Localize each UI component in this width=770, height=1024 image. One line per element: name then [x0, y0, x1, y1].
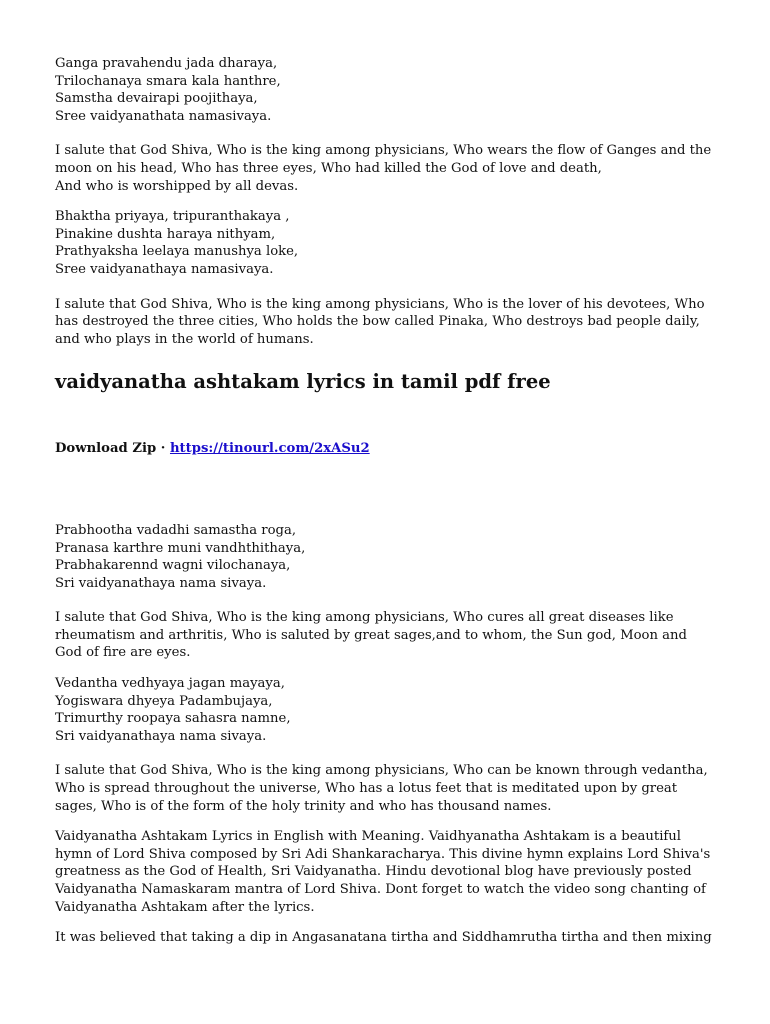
stanza-line: Vedantha vedhyaya jagan mayaya, — [55, 676, 285, 692]
document-page — [55, 55, 715, 947]
stanza-line: Prabhakarennd wagni vilochanaya, — [55, 558, 291, 574]
stanza-3 — [55, 522, 715, 592]
stanza-line: Samstha devairapi poojithaya, — [55, 91, 258, 107]
meaning-paragraph-1: I salute that God Shiva, Who is the king among physicians, Who wears the flow of Ganges and the moon on his head, Who has three eyes, Who had killed the God of love and death, — [55, 143, 712, 176]
stanza-1 — [55, 55, 715, 125]
stanza-4 — [55, 675, 715, 745]
last-paragraph: It was believed that taking a dip in Angasanatana tirtha and Siddhamrutha tirtha and then mixing — [55, 930, 712, 946]
stanza-line: Prabhootha vadadhi samastha roga, — [55, 522, 297, 538]
stanza-line: Prathyaksha leelaya manushya loke, — [55, 244, 299, 260]
download-link[interactable]: https://tinourl.com/2xASu2 — [169, 441, 370, 457]
stanza-line: Sree vaidyanathaya namasivaya. — [55, 261, 274, 277]
stanza-line: Sri vaidyanathaya nama sivaya. — [55, 575, 267, 591]
page-heading: vaidyanatha ashtakam lyrics in tamil pdf free — [55, 370, 551, 394]
stanza-line: Trilochanaya smara kala hanthre, — [55, 73, 281, 89]
stanza-line: Pinakine dushta haraya nithyam, — [55, 226, 276, 242]
download-line — [55, 440, 715, 458]
download-label: Download Zip · — [55, 441, 170, 457]
stanza-line: Ganga pravahendu jada dharaya, — [55, 56, 278, 71]
meaning-paragraph-3: I salute that God Shiva, Who is the king among physicians, Who cures all great diseases like rheumatism and arthritis, Who is saluted by great sages,and to whom, the Sun god, Moon and God of fire are eyes. — [55, 610, 687, 661]
intro-paragraph: Vaidyanatha Ashtakam Lyrics in English with Meaning. Vaidhyanatha Ashtakam is a beautiful hymn of Lord Shiva composed by Sri Adi Shankaracharya. This divine hymn explains Lord Shiva's greatness as the God of Health, Sri Vaidyanatha. Hindu devotional blog have previously posted Vaidyanatha Namaskaram mantra of Lord Shiva. Dont forget to watch the video song chanting of Vaidyanatha Ashtakam after the lyrics. — [55, 829, 711, 915]
stanza-line: Sree vaidyanathata namasivaya. — [55, 108, 272, 124]
stanza-line: Trimurthy roopaya sahasra namne, — [55, 711, 291, 727]
stanza-2 — [55, 208, 715, 278]
stanza-line: Pranasa karthre muni vandhthithaya, — [55, 540, 306, 556]
meaning-paragraph-2: I salute that God Shiva, Who is the king among physicians, Who is the lover of his devotees, Who has destroyed the three cities, Who holds the bow called Pinaka, Who destroys bad people daily, and who plays in the world of humans. — [55, 296, 705, 347]
stanza-line: Sri vaidyanathaya nama sivaya. — [55, 728, 267, 744]
stanza-line: Yogiswara dhyeya Padambujaya, — [55, 693, 273, 709]
meaning-paragraph-4: I salute that God Shiva, Who is the king among physicians, Who can be known through vedantha, Who is spread throughout the universe, Who has a lotus feet that is meditated upon by great sages, Who is of the form of the holy trinity and who has thousand names. — [55, 763, 708, 814]
stanza-line: Bhaktha priyaya, tripuranthakaya , — [55, 209, 290, 225]
meaning-paragraph-1-tail: And who is worshipped by all devas. — [55, 178, 299, 194]
